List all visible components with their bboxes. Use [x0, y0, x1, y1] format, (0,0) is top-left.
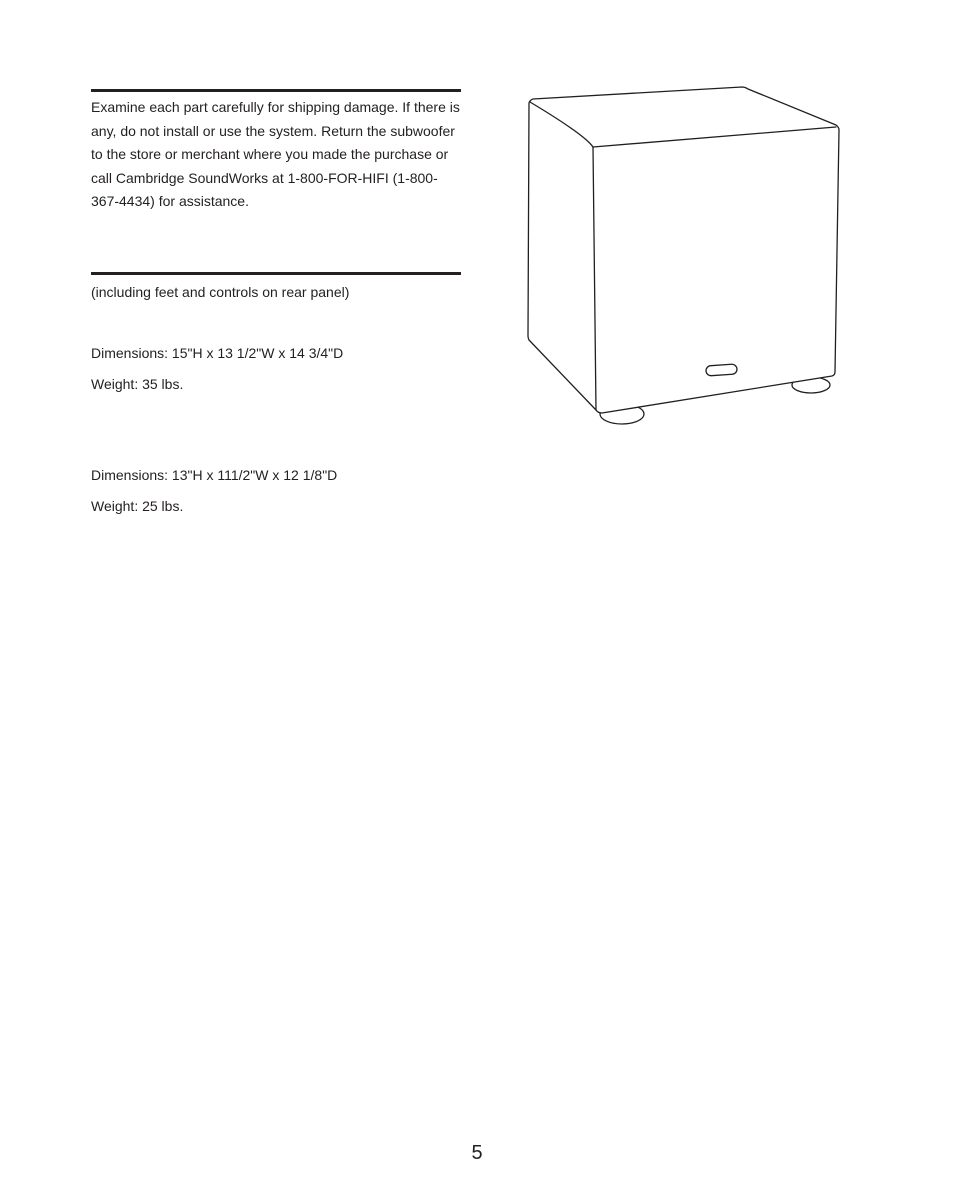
subwoofer-illustration — [520, 80, 850, 430]
cabinet-outline — [528, 87, 839, 413]
specs-note: (including feet and controls on rear panel) — [91, 284, 350, 300]
unit-a-dimensions: Dimensions: 15"H x 13 1/2"W x 14 3/4"D — [91, 345, 344, 361]
unit-b-weight: Weight: 25 lbs. — [91, 498, 184, 514]
inspection-paragraph: Examine each part carefully for shipping damage. If there is any, do not install or use the system. Return the subwoofer to the store or merchant where you made the purchase or call Cambridge SoundWorks at 1-800-FOR-HIFI (1-800-367-4434) for assistance. — [91, 99, 460, 209]
unit-a-weight: Weight: 35 lbs. — [91, 376, 184, 392]
page-number: 5 — [471, 1142, 483, 1164]
section-rule-top — [91, 89, 461, 92]
unit-b-dimensions: Dimensions: 13"H x 111/2"W x 12 1/8"D — [91, 467, 338, 483]
section-rule-specs — [91, 272, 461, 275]
